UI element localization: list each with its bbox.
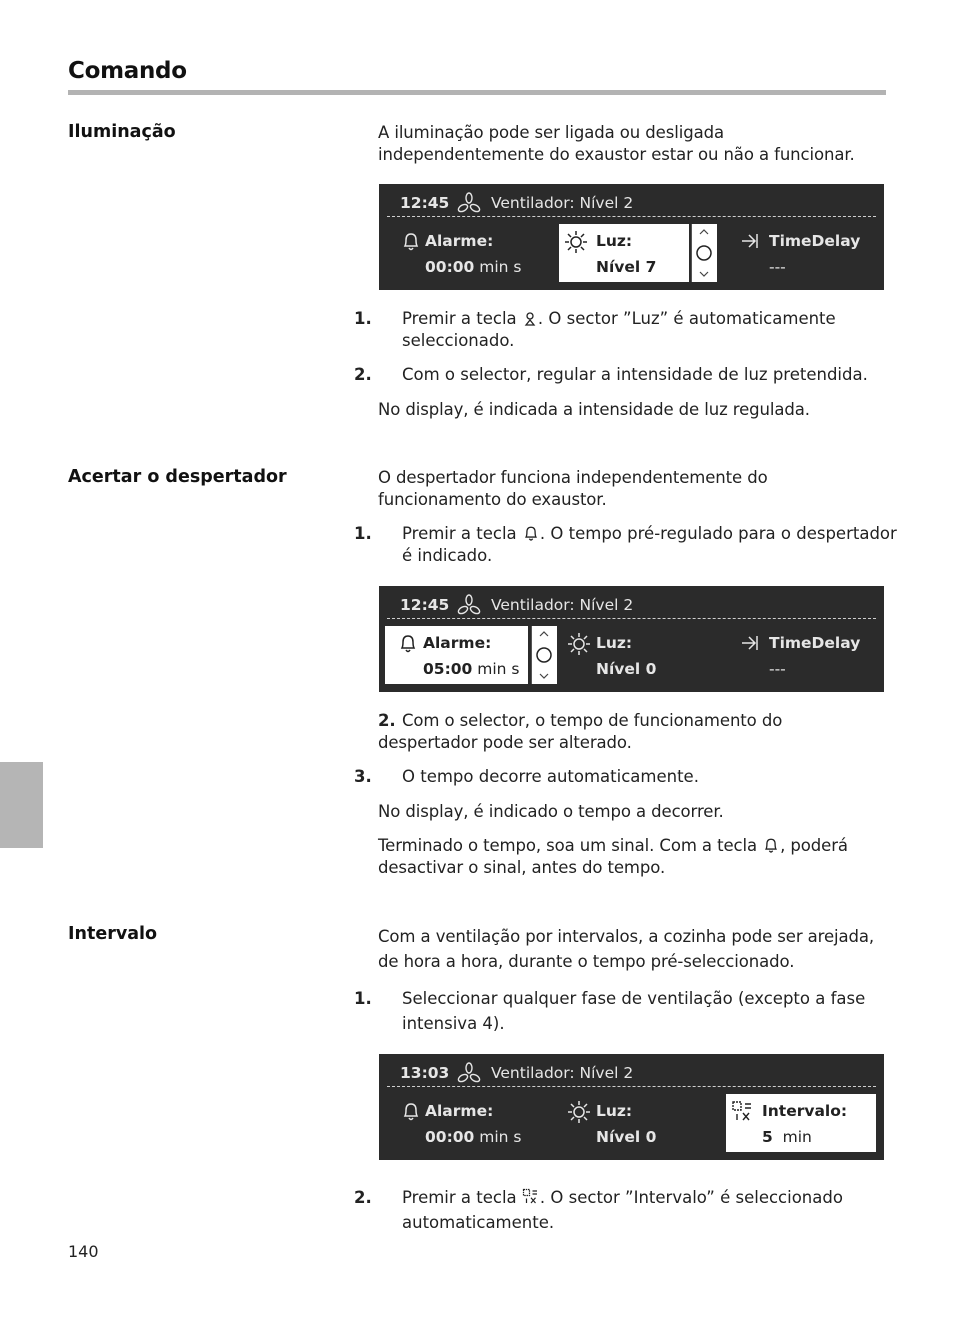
timedelay-cell (734, 626, 874, 684)
bell-key-icon (762, 836, 780, 854)
display-panel-alarm (379, 586, 884, 692)
alarm-value: 00:00 (425, 258, 475, 276)
interval-value: 5 (762, 1128, 773, 1146)
interval-unit: min (782, 1128, 812, 1146)
interval-icon (731, 1100, 755, 1124)
page-number: 140 (68, 1242, 99, 1261)
display-fan-level: Ventilador: Nível 2 (491, 1064, 634, 1082)
display-divider (387, 618, 876, 619)
section-heading-despertador: Acertar o despertador (68, 467, 287, 487)
display-divider (387, 1086, 876, 1087)
display-divider (387, 216, 876, 217)
selector-indicator (531, 626, 557, 684)
despertador-intro: O despertador funciona independentemente do funcionamento do exaustor. (378, 468, 768, 509)
page-title: Comando (68, 58, 187, 84)
alarm-cell-selected (385, 626, 528, 684)
despertador-note-2: Terminado o tempo, soa um sinal. Com a tecla , poderá desactivar o sinal, antes do tempo. (378, 836, 848, 877)
display-clock: 12:45 (400, 596, 450, 614)
bell-key-icon (522, 524, 540, 542)
alarm-cell (395, 1094, 555, 1152)
iluminacao-note: No display, é indicada a intensidade de luz regulada. (378, 400, 810, 419)
timedelay-icon (739, 632, 761, 654)
selector-icon (692, 224, 717, 282)
light-icon (564, 230, 588, 254)
iluminacao-step-2: 2. Com o selector, regular a intensidade de luz pretendida. (354, 365, 868, 384)
intervalo-step-2: 2. Premir a tecla . O sector ”Intervalo” é seleccionado automaticamente. (354, 1188, 843, 1232)
despertador-step-3: 3. O tempo decorre automaticamente. (354, 767, 699, 786)
alarm-label: Alarme: (425, 1102, 494, 1120)
display-fan-level: Ventilador: Nível 2 (491, 194, 634, 212)
section-heading-intervalo: Intervalo (68, 924, 158, 944)
intervalo-step-1: 1. Seleccionar qualquer fase de ventilação (excepto a fase intensiva 4). (354, 989, 866, 1033)
alarm-label: Alarme: (425, 232, 494, 250)
fan-icon (457, 1062, 481, 1084)
bell-icon (400, 230, 422, 252)
alarm-unit: min s (479, 258, 522, 276)
bell-icon (397, 632, 419, 654)
timedelay-label: TimeDelay (769, 634, 861, 652)
iluminacao-step-1: 1. Premir a tecla . O sector ”Luz” é automaticamente seleccionado. (354, 309, 836, 350)
display-clock: 12:45 (400, 194, 450, 212)
light-cell (562, 626, 712, 684)
despertador-step-1: 1. Premir a tecla . O tempo pré-regulado para o despertador é indicado. (354, 524, 897, 565)
interval-key-icon (522, 1188, 540, 1206)
light-value: Nível 0 (596, 660, 657, 678)
interval-cell-selected (726, 1094, 876, 1152)
timedelay-label: TimeDelay (769, 232, 861, 250)
fan-icon (457, 594, 481, 616)
alarm-label: Alarme: (423, 634, 492, 652)
side-tab-marker (0, 762, 43, 848)
timedelay-value: --- (769, 258, 786, 276)
display-fan-level: Ventilador: Nível 2 (491, 596, 634, 614)
alarm-value: 00:00 (425, 1128, 475, 1146)
light-label: Luz: (596, 634, 633, 652)
selector-indicator (691, 224, 717, 282)
bell-icon (400, 1100, 422, 1122)
section-heading-iluminacao: Iluminação (68, 122, 176, 142)
fan-icon (457, 192, 481, 214)
display-panel-interval (379, 1054, 884, 1160)
light-label: Luz: (596, 232, 633, 250)
interval-label: Intervalo: (762, 1102, 848, 1120)
timedelay-icon (739, 230, 761, 252)
alarm-value: 05:00 (423, 660, 473, 678)
display-panel-light (379, 184, 884, 290)
selector-icon (532, 626, 557, 684)
light-value: Nível 7 (596, 258, 657, 276)
alarm-cell (395, 224, 555, 282)
light-value: Nível 0 (596, 1128, 657, 1146)
despertador-step-2: 2. Com o selector, o tempo de funcionamento do despertador pode ser alterado. (378, 711, 783, 752)
despertador-note-1: No display, é indicado o tempo a decorrer. (378, 802, 724, 821)
timedelay-value: --- (769, 660, 786, 678)
intervalo-intro: Com a ventilação por intervalos, a cozinha pode ser arejada, de hora a hora, durante o tempo pré-seleccionado. (378, 927, 875, 971)
title-rule (68, 90, 886, 95)
light-cell (562, 1094, 712, 1152)
light-key-icon (522, 311, 538, 327)
light-label: Luz: (596, 1102, 633, 1120)
iluminacao-intro: A iluminação pode ser ligada ou desligada independentemente do exaustor estar ou não a funcionar. (378, 123, 855, 164)
timedelay-cell (734, 224, 874, 282)
alarm-unit: min s (477, 660, 520, 678)
light-cell-selected (559, 224, 689, 282)
display-clock: 13:03 (400, 1064, 450, 1082)
light-icon (567, 632, 591, 656)
light-icon (567, 1100, 591, 1124)
alarm-unit: min s (479, 1128, 522, 1146)
